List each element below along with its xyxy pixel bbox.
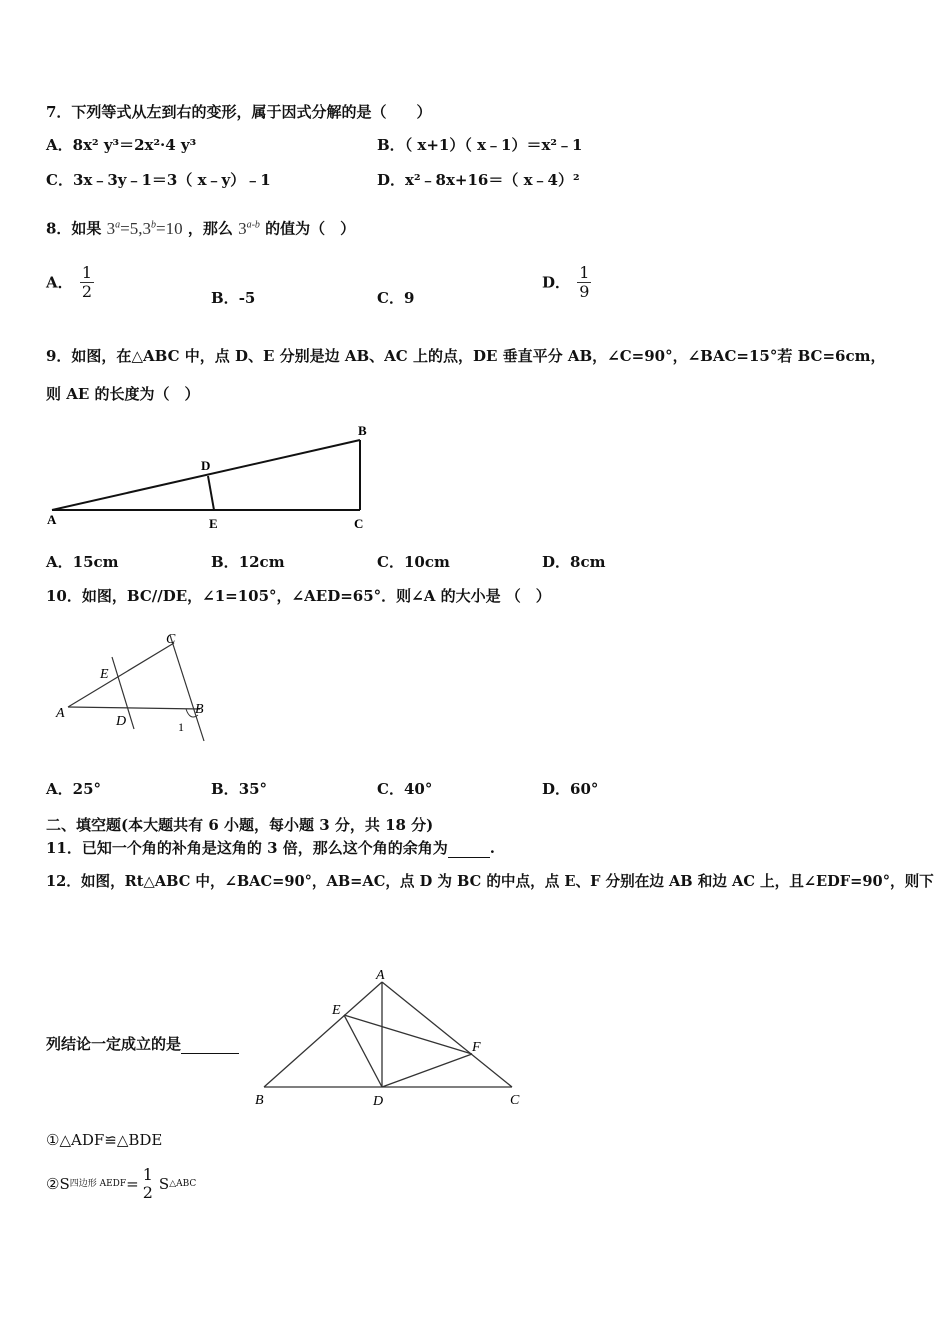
q10-parallel-figure xyxy=(50,625,220,750)
q12-statement-1: ①△ADF≌△BDE xyxy=(46,1131,163,1149)
q7-option-d: D．x²﹣8x+16＝（ x﹣4）² xyxy=(377,171,580,189)
q10-line-cb-extended xyxy=(170,635,204,741)
q12-stem-line2: 列结论一定成立的是 xyxy=(46,1034,239,1054)
q10-label-c: C xyxy=(166,632,176,647)
q12-side-ab xyxy=(264,982,382,1087)
q8-option-a: A． $\frac{1}{2}$ xyxy=(46,263,93,301)
q11-stem: 11．已知一个角的补角是这角的 3 倍，那么这个角的余角为 . xyxy=(46,839,495,857)
q7-stem: 7．下列等式从左到右的变形，属于因式分解的是（ ） xyxy=(46,103,432,121)
q10-label-b: B xyxy=(195,702,204,717)
q7-option-a: A．8x² y³＝2x²·4 y³ xyxy=(46,136,197,154)
q12-segment-df xyxy=(382,1054,472,1087)
q10-option-d: D．60° xyxy=(542,780,599,798)
q8-equation-given: $3^a=5,3^b=10$ xyxy=(106,218,183,238)
q10-stem: 10．如图，BC//DE，∠1=105°，∠AED=65°．则∠A 的大小是 （ ） xyxy=(46,587,551,605)
q9-side-ab xyxy=(52,440,360,510)
q12-side-ac xyxy=(382,982,512,1087)
q9-label-c: C xyxy=(354,516,364,531)
q12-answer-blank[interactable] xyxy=(181,1037,239,1054)
q10-line-ac xyxy=(68,643,174,707)
q12-label-d: D xyxy=(373,1094,384,1109)
q9-segment-de xyxy=(208,476,214,510)
q9-label-b: B xyxy=(358,423,367,438)
q7-option-c: C．3x﹣3y﹣1＝3（ x﹣y）﹣1 xyxy=(46,171,271,189)
q12-segment-ef xyxy=(344,1015,472,1054)
q8-stem: 8．如果 $3^a=5,3^b=10$ ，那么 3$^{a-b}$ 的值为（ ） xyxy=(46,218,356,238)
q9-label-d: D xyxy=(201,458,211,473)
q8-option-b: B．-5 xyxy=(211,289,256,307)
q9-option-a: A．15cm xyxy=(46,553,119,571)
q9-option-c: C．10cm xyxy=(377,553,450,571)
q9-label-e: E xyxy=(209,516,218,531)
q10-option-b: B．35° xyxy=(211,780,268,798)
q9-stem-line2: 则 AE 的长度为（ ） xyxy=(46,385,200,403)
q10-line-ab xyxy=(68,707,200,709)
q12-segment-ed xyxy=(344,1015,382,1087)
q12-stem: 12．如图，Rt△ABC 中，∠BAC=90°，AB=AC，点 D 为 BC 的中点，点 E、F 分别在边 AB 和边 AC 上，且∠EDF=90°，则下 xyxy=(46,873,934,890)
q8-option-c: C．9 xyxy=(377,289,415,307)
q9-triangle-figure xyxy=(40,420,380,535)
q10-label-1: 1 xyxy=(178,720,184,734)
q9-option-b: B．12cm xyxy=(211,553,285,571)
q10-label-d: D xyxy=(116,714,127,729)
q12-statement-2: ②S四边形 AEDF= 1 2 S△ABC xyxy=(46,1165,197,1202)
q7-option-b: B．（ x+1）（ x﹣1）＝x²﹣1 xyxy=(377,136,583,154)
q12-label-c: C xyxy=(510,1093,520,1108)
q12-label-b: B xyxy=(255,1093,264,1108)
q10-label-a: A xyxy=(56,706,65,721)
q10-label-e: E xyxy=(100,667,109,682)
q8-equation-target: 3$^{a-b}$ xyxy=(238,218,260,238)
q12-label-a: A xyxy=(376,968,385,983)
q11-answer-blank[interactable] xyxy=(448,841,490,858)
section-fill-blank-title: 二、填空题(本大题共有 6 小题，每小题 3 分，共 18 分) xyxy=(46,816,434,834)
q10-option-c: C．40° xyxy=(377,780,433,798)
q9-stem-line1: 9．如图，在△ABC 中，点 D、E 分别是边 AB、AC 上的点，DE 垂直平分 AB，∠C=90°，∠BAC=15°若 BC=6cm， xyxy=(46,347,886,365)
q8-option-d: D． $\frac{1}{9}$ xyxy=(542,263,590,301)
q9-label-a: A xyxy=(47,512,57,527)
q8-d-fraction: $\frac{1}{9}$ xyxy=(579,263,590,301)
q9-option-d: D．8cm xyxy=(542,553,606,571)
q12-label-f: F xyxy=(472,1040,481,1055)
q12-label-e: E xyxy=(332,1003,341,1018)
q12-half-fraction: 1 2 xyxy=(142,1165,153,1202)
q10-option-a: A．25° xyxy=(46,780,102,798)
q12-triangle-figure xyxy=(250,962,535,1112)
q8-a-fraction: $\frac{1}{2}$ xyxy=(81,263,93,301)
